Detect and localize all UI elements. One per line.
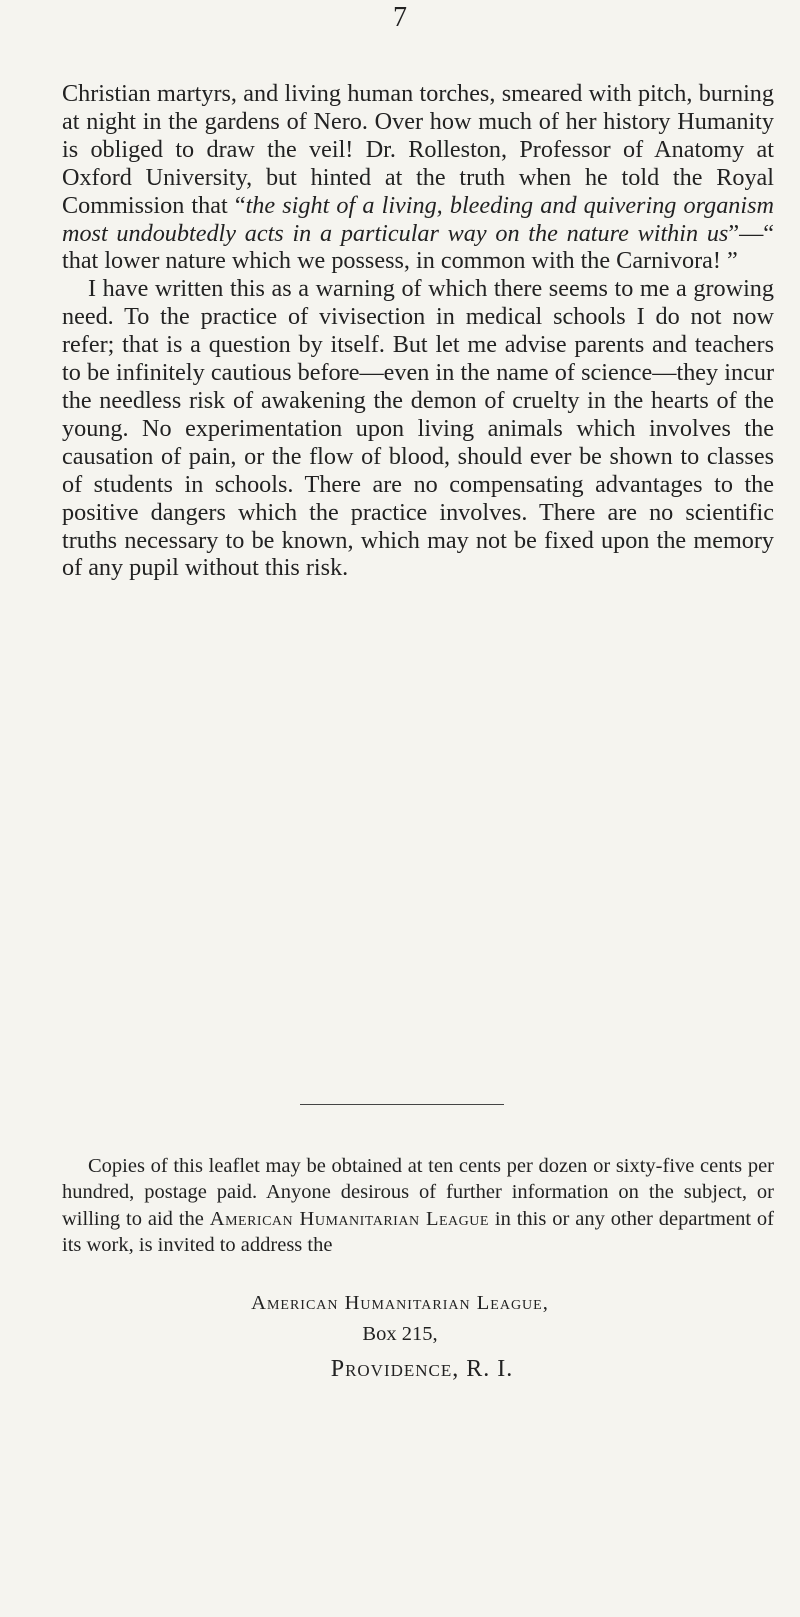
paragraph-1-text: Christian martyrs, and living human torches, smeared with pitch, burning at night in the gardens of Nero. Over how much of her history Humanity is obliged to draw the veil! Dr. Rolleston, Professor of Anatomy at Oxford University, but hinted at the truth when he told the Royal Commission that “ [62, 80, 774, 219]
page-number: 7 [393, 2, 407, 33]
section-divider [300, 1104, 504, 1105]
notice-org-name: American Humanitarian League [209, 1207, 489, 1230]
rolleston-quote: the sight of a living, bleeding and quivering organism most undoubtedly acts in a particular way on the nature within us [62, 191, 774, 247]
body-text [62, 80, 774, 582]
notice-text-2: in this or any other department of its work, is invited to address the [62, 1207, 775, 1256]
address-box: Box 215, [362, 1323, 438, 1345]
paragraph-2: I have written this as a warning of which there seems to me a growing need. To the practice of vivisection in medical schools I do not now refer; that is a question by itself. But let me advise parents and teachers to be infinitely cautious before—even in the name of science—they incur the needless risk of awakening the demon of cruelty in the hearts of the young. No experimentation upon living animals which involves the causation of pain, or the flow of blood, should ever be shown to classes of students in schools. There are no compensating advantages to the positive dangers which the practice involves. There are no scientific truths necessary to be known, which may not be fixed upon the memory of any pupil without this risk. [62, 275, 774, 582]
notice-text-1: Copies of this leaflet may be obtained at ten cents per dozen or sixty-five cents per hundred, postage paid. Anyone desirous of further information on the subject, or willing to aid the [62, 1155, 774, 1230]
address-organization: American Humanitarian League, [251, 1292, 549, 1314]
paragraph-1-ending: ”—“ that lower nature which we possess, in common with the Carnivora! ” [62, 219, 774, 275]
address-city: Providence, R. I. [330, 1356, 514, 1382]
leaflet-notice [62, 1153, 774, 1258]
paragraph-1 [62, 80, 774, 275]
